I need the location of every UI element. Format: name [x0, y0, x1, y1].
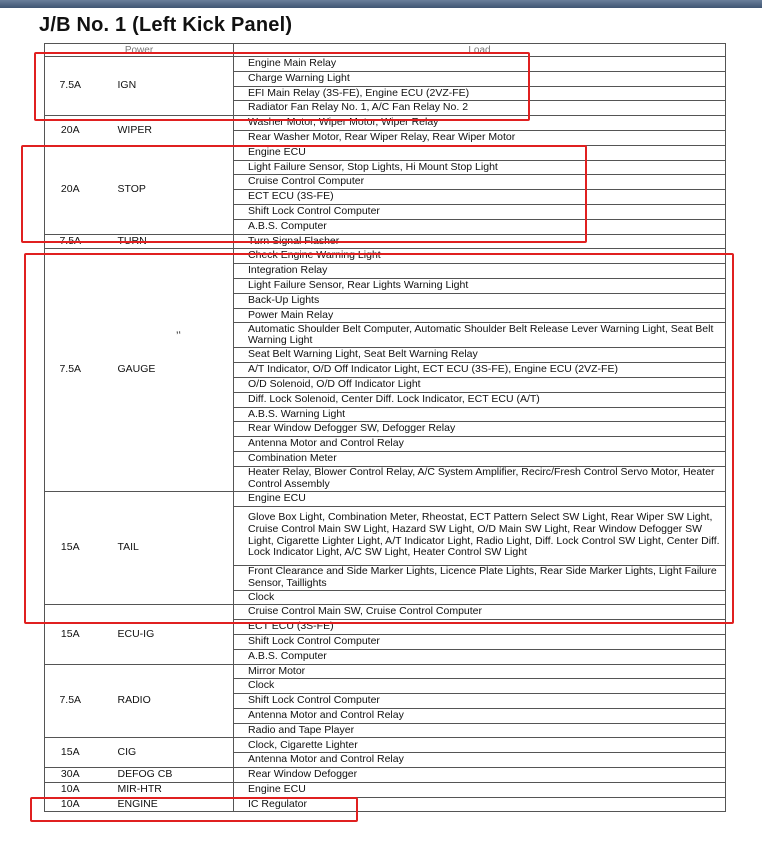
load-item: A.B.S. Warning Light [234, 407, 726, 422]
load-item: Light Failure Sensor, Stop Lights, Hi Mount Stop Light [234, 160, 726, 175]
load-item: Diff. Lock Solenoid, Center Diff. Lock Indicator, ECT ECU (A/T) [234, 392, 726, 407]
load-item: Shift Lock Control Computer [234, 694, 726, 709]
load-item: Charge Warning Light [234, 71, 726, 86]
fuse-amperage: 7.5A [45, 234, 106, 249]
load-item: Mirror Motor [234, 664, 726, 679]
load-item: IC Regulator [234, 797, 726, 812]
load-item: Back-Up Lights [234, 293, 726, 308]
load-item: Seat Belt Warning Light, Seat Belt Warning Relay [234, 348, 726, 363]
fuse-name: TAIL [106, 491, 234, 605]
load-item: Antenna Motor and Control Relay [234, 753, 726, 768]
table-row [45, 782, 726, 797]
load-item: A/T Indicator, O/D Off Indicator Light, ECT ECU (3S-FE), Engine ECU (2VZ-FE) [234, 363, 726, 378]
load-item: Radio and Tape Player [234, 723, 726, 738]
fuse-amperage: 20A [45, 116, 106, 146]
load-item: Heater Relay, Blower Control Relay, A/C System Amplifier, Recirc/Fresh Control Servo Motor, Heater Control Assembly [234, 466, 726, 491]
load-item: Cruise Control Computer [234, 175, 726, 190]
highlight-mir-htr [30, 797, 358, 822]
highlight-ign [34, 52, 530, 121]
load-item: Front Clearance and Side Marker Lights, Licence Plate Lights, Rear Side Marker Lights, Light Failure Sensor, Taillights [234, 565, 726, 590]
load-item: Antenna Motor and Control Relay [234, 708, 726, 723]
table-row [45, 664, 726, 679]
load-item: Engine ECU [234, 145, 726, 160]
load-item: Check Engine Warning Light [234, 249, 726, 264]
fuse-name: GAUGE [106, 249, 234, 491]
load-item: Clock [234, 679, 726, 694]
fuse-amperage: 20A [45, 145, 106, 234]
load-item: Automatic Shoulder Belt Computer, Automatic Shoulder Belt Release Lever Warning Light, Seat Belt Warning Light [234, 323, 726, 348]
fuse-name: TURN [106, 234, 234, 249]
load-item: A.B.S. Computer [234, 219, 726, 234]
fuse-name: DEFOG CB [106, 768, 234, 783]
load-item: Shift Lock Control Computer [234, 204, 726, 219]
load-item: Clock, Cigarette Lighter [234, 738, 726, 753]
fuse-name: CIG [106, 738, 234, 768]
fuse-amperage: 10A [45, 782, 106, 797]
table-row [45, 738, 726, 753]
fuse-name: MIR-HTR [106, 782, 234, 797]
fuse-amperage: 15A [45, 605, 106, 664]
page-title: J/B No. 1 (Left Kick Panel) [39, 14, 293, 36]
table-row [45, 768, 726, 783]
load-item: Engine ECU [234, 491, 726, 506]
load-item: Rear Washer Motor, Rear Wiper Relay, Rear Wiper Motor [234, 130, 726, 145]
load-item: Shift Lock Control Computer [234, 634, 726, 649]
header-power: Power [45, 44, 234, 57]
fuse-name: IGN [106, 57, 234, 116]
load-item: ECT ECU (3S-FE) [234, 620, 726, 635]
fuse-amperage: 15A [45, 738, 106, 768]
load-item: A.B.S. Computer [234, 649, 726, 664]
load-item: Engine Main Relay [234, 57, 726, 72]
load-item: Light Failure Sensor, Rear Lights Warning Light [234, 278, 726, 293]
fuse-amperage: 10A [45, 797, 106, 812]
load-item: Washer Motor, Wiper Motor, Wiper Relay [234, 116, 726, 131]
load-item: Glove Box Light, Combination Meter, Rheostat, ECT Pattern Select SW Light, Rear Wiper SW Light, Cruise Control Main SW Light, Hazard SW Light, O/D Main SW Light, Rear Window Defogger SW Light, Cigarette Lighter Light, A/T Indicator Light, Radio Light, Diff. Lock Control SW Light, Center Diff. Lock Indicator Light, A/C SW Light, Heater Control SW Light [234, 506, 726, 565]
fuse-amperage: 7.5A [45, 57, 106, 116]
load-item: Antenna Motor and Control Relay [234, 437, 726, 452]
load-item: Rear Window Defogger [234, 768, 726, 783]
window-top-bar [0, 0, 762, 8]
load-item: Integration Relay [234, 264, 726, 279]
fuse-name: ECU-IG [106, 605, 234, 664]
highlight-stop [21, 145, 587, 243]
fuse-amperage: 30A [45, 768, 106, 783]
fuse-name: ENGINE [106, 797, 234, 812]
load-item: Combination Meter [234, 451, 726, 466]
stray-mark: ’ʻ [176, 330, 181, 342]
fuse-amperage: 15A [45, 491, 106, 605]
load-item: Rear Window Defogger SW, Defogger Relay [234, 422, 726, 437]
highlight-gauge-tail [24, 253, 734, 624]
header-load: Load [234, 44, 726, 57]
load-item: Turn Signal Flasher [234, 234, 726, 249]
load-item: Cruise Control Main SW, Cruise Control Computer [234, 605, 726, 620]
fuse-name: RADIO [106, 664, 234, 738]
fuse-amperage: 7.5A [45, 664, 106, 738]
load-item: O/D Solenoid, O/D Off Indicator Light [234, 377, 726, 392]
fuse-name: WIPER [106, 116, 234, 146]
load-item: EFI Main Relay (3S-FE), Engine ECU (2VZ-FE) [234, 86, 726, 101]
load-item: Engine ECU [234, 782, 726, 797]
load-item: ECT ECU (3S-FE) [234, 190, 726, 205]
load-item: Radiator Fan Relay No. 1, A/C Fan Relay No. 2 [234, 101, 726, 116]
load-item: Power Main Relay [234, 308, 726, 323]
fuse-name: STOP [106, 145, 234, 234]
fuse-amperage: 7.5A [45, 249, 106, 491]
load-item: Clock [234, 590, 726, 605]
